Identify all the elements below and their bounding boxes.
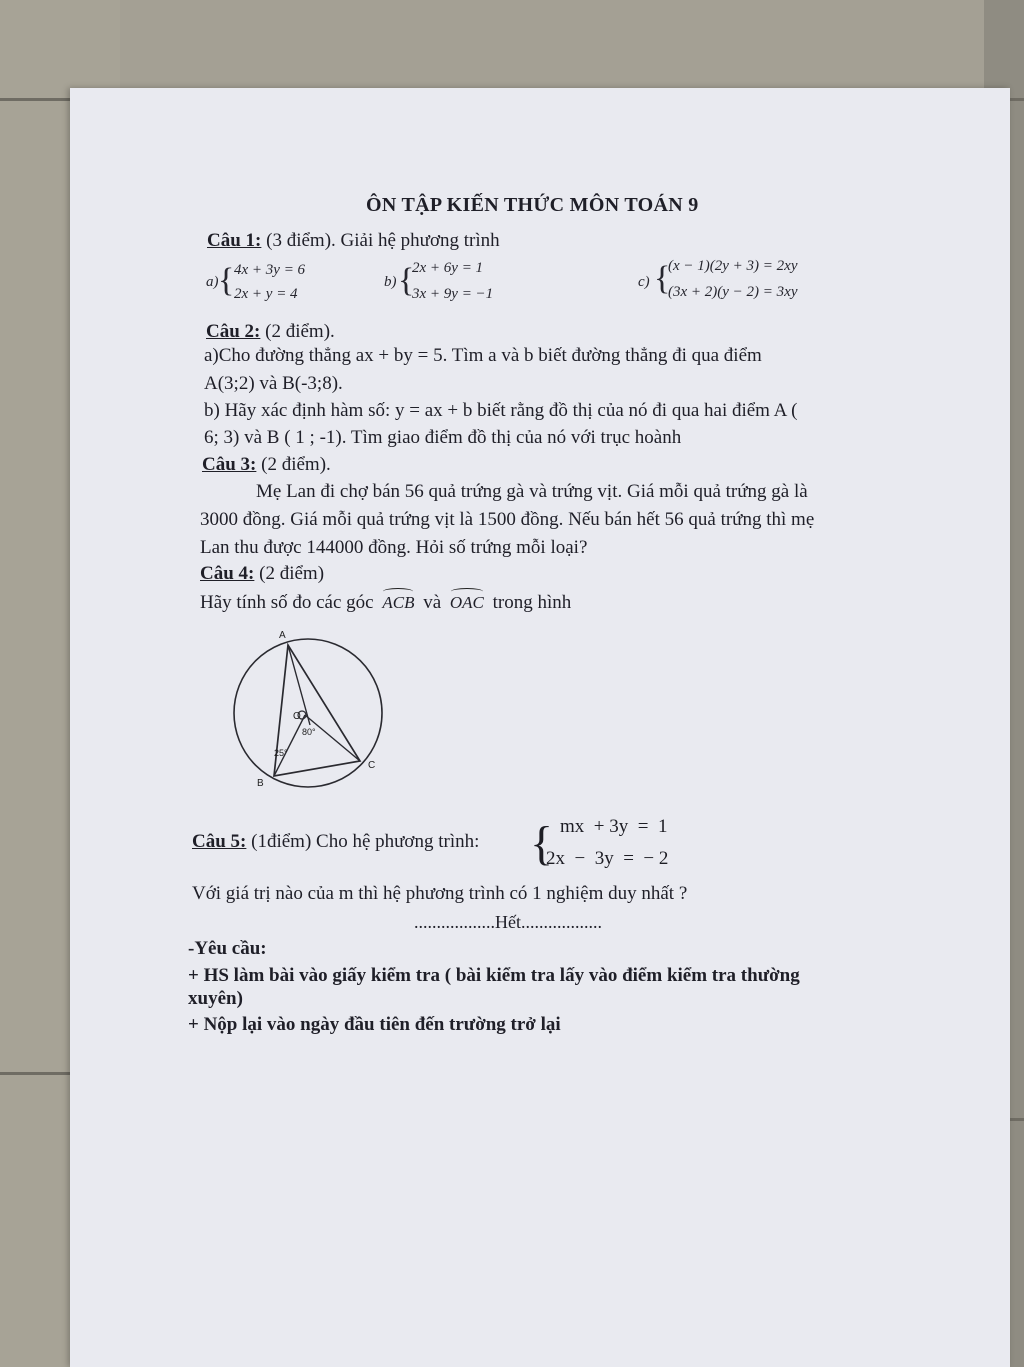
question-2b-line1: b) Hãy xác định hàm số: y = ax + b biết rằng đồ thị của nó đi qua hai điểm A ( <box>204 400 798 421</box>
label-o: O <box>293 711 301 722</box>
question-5-eq2: 2x − 3y = − 2 <box>546 848 669 869</box>
question-4-label: Câu 4: <box>200 563 255 584</box>
label-angle-80: 80° <box>302 727 316 737</box>
question-5-question: Với giá trị nào của m thì hệ phương trình có 1 nghiệm duy nhất ? <box>192 883 688 904</box>
question-2: Câu 2: (2 điểm). <box>206 321 335 342</box>
question-2b-line2: 6; 3) và B ( 1 ; -1). Tìm giao điểm đồ thị của nó với trục hoành <box>204 427 682 448</box>
exam-paper <box>70 88 1010 1367</box>
page-title: ÔN TẬP KIẾN THỨC MÔN TOÁN 9 <box>366 194 699 216</box>
requirements-line1: + HS làm bài vào giấy kiểm tra ( bài kiểm tra lấy vào điểm kiểm tra thường <box>188 965 800 986</box>
system-b-eq1: 2x + 6y = 1 <box>412 260 484 276</box>
circle <box>234 639 382 787</box>
question-1-label: Câu 1: <box>207 230 262 251</box>
floor-background-top <box>0 0 1024 100</box>
requirements-line1b: xuyên) <box>188 988 243 1009</box>
label-a: A <box>279 630 286 641</box>
system-a: a) { 4x + 3y = 6 2x + y = 4 <box>206 262 306 302</box>
label-angle-25: 25° <box>274 748 288 758</box>
question-3-line1: Mẹ Lan đi chợ bán 56 quả trứng gà và trứng vịt. Giá mỗi quả trứng gà là <box>256 481 808 502</box>
requirements-heading: -Yêu cầu: <box>188 938 267 959</box>
question-3-line3: Lan thu được 144000 đồng. Hỏi số trứng mỗi loại? <box>200 537 588 558</box>
question-3-line2: 3000 đồng. Giá mỗi quả trứng vịt là 1500 đồng. Nếu bán hết 56 quả trứng thì mẹ <box>200 509 815 530</box>
question-4-text: Hãy tính số đo các góc ACB và OAC trong hình <box>200 592 572 613</box>
system-c-eq2: (3x + 2)(y − 2) = 3xy <box>668 284 798 300</box>
question-2a-line1: a)Cho đường thẳng ax + by = 5. Tìm a và b biết đường thẳng đi qua điểm <box>204 345 762 366</box>
question-1-text: (3 điểm). Giải hệ phương trình <box>266 230 500 251</box>
segment-bo <box>274 715 305 776</box>
system-b-eq2: 3x + 9y = −1 <box>412 286 494 302</box>
question-5: Câu 5: (1điểm) Cho hệ phương trình: <box>192 831 480 852</box>
system-b: b) { 2x + 6y = 1 3x + 9y = −1 <box>384 260 494 302</box>
question-2-label: Câu 2: <box>206 321 261 342</box>
floor-seam <box>0 1072 80 1075</box>
label-c: C <box>368 760 376 771</box>
system-c-eq1: (x − 1)(2y + 3) = 2xy <box>668 258 798 274</box>
question-5-eq1: mx + 3y = 1 <box>560 816 668 837</box>
end-marker: ..................Hết.................. <box>414 912 602 932</box>
question-4: Câu 4: (2 điểm) <box>200 563 325 584</box>
system-a-eq2: 2x + y = 4 <box>234 286 298 302</box>
question-5-label: Câu 5: <box>192 831 247 852</box>
system-c: c) { (x − 1)(2y + 3) = 2xy (3x + 2)(y − 2) = 3xy <box>638 258 798 300</box>
requirements-line2: + Nộp lại vào ngày đầu tiên đến trường trở lại <box>188 1014 561 1035</box>
circle-diagram <box>220 623 400 793</box>
angle-oac: OAC <box>449 593 484 612</box>
label-b: B <box>257 778 264 789</box>
system-a-eq1: 4x + 3y = 6 <box>234 262 306 278</box>
question-5-system: { mx + 3y = 1 2x − 3y = − 2 <box>530 816 669 870</box>
segment-oc <box>305 715 360 761</box>
question-3-label: Câu 3: <box>202 454 257 475</box>
angle-acb: ACB <box>382 593 415 612</box>
question-3: Câu 3: (2 điểm). <box>202 454 331 475</box>
question-1 <box>207 230 500 252</box>
question-2a-line2: A(3;2) và B(-3;8). <box>204 373 343 394</box>
